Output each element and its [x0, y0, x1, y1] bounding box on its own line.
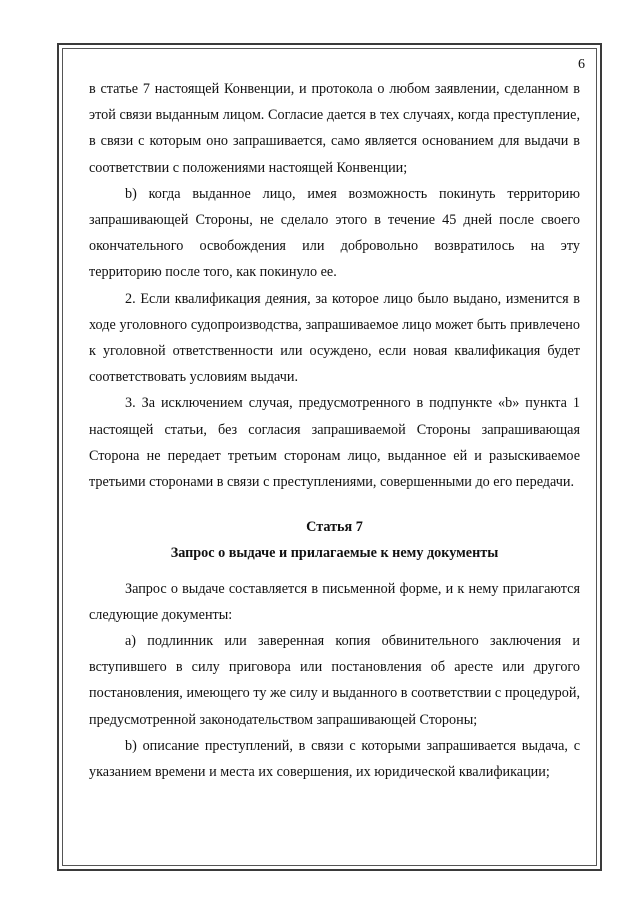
- page-number: 6: [578, 57, 585, 72]
- spacer: [89, 567, 580, 576]
- paragraph-consent-continuation: в статье 7 настоящей Конвенции, и протокола о любом заявлении, сделанном в этой связи выданным лицом. Согласие дается в тех случаях, когда преступление, в связи с которым оно запрашивается, само является основанием для выдачи в соответствии с положениями настоящей Конвенции;: [89, 81, 580, 176]
- paragraph-subpoint-b: b) когда выданное лицо, имея возможность покинуть территорию запрашивающей Стороны, не сделало этого в течение 45 дней после своего окончательного освобождения или добровольно возвратилось на эту территорию после того, как покинуло ее.: [89, 185, 580, 281]
- document-body: [89, 76, 580, 785]
- article-title-heading: Запрос о выдаче и прилагаемые к нему документы: [170, 545, 499, 562]
- paragraph-point-3: 3. За исключением случая, предусмотренного в подпункте «b» пункта 1 настоящей статьи, без согласия запрашиваемой Стороны запрашивающая Сторона не передает третьим сторонам лицо, выданное ей и разыскиваемое третьими сторонами в связи с преступлениями, совершенными до его передачи.: [89, 395, 580, 491]
- paragraph-item-a: a) подлинник или заверенная копия обвинительного заключения и вступившего в силу приговора или постановления об аресте или другого постановления, имеющего ту же силу и выданного в соответствии с процедурой, предусмотренной законодательством запрашивающей Стороны;: [89, 633, 580, 728]
- spacer: [89, 495, 580, 514]
- paragraph-request-form: Запрос о выдаче составляется в письменной форме, и к нему прилагаются следующие документы:: [89, 580, 580, 623]
- paragraph-item-b: b) описание преступлений, в связи с которыми запрашивается выдача, с указанием времени и места их совершения, их юридической квалификации;: [89, 737, 580, 781]
- paragraph-point-2: 2. Если квалификация деяния, за которое лицо было выдано, изменится в ходе уголовного судопроизводства, запрашиваемое лицо может быть привлечено к уголовной ответственности или осуждено, если новая квалификация будет соответствовать условиям выдачи.: [89, 290, 580, 386]
- article-number-heading: Статья 7: [306, 519, 363, 536]
